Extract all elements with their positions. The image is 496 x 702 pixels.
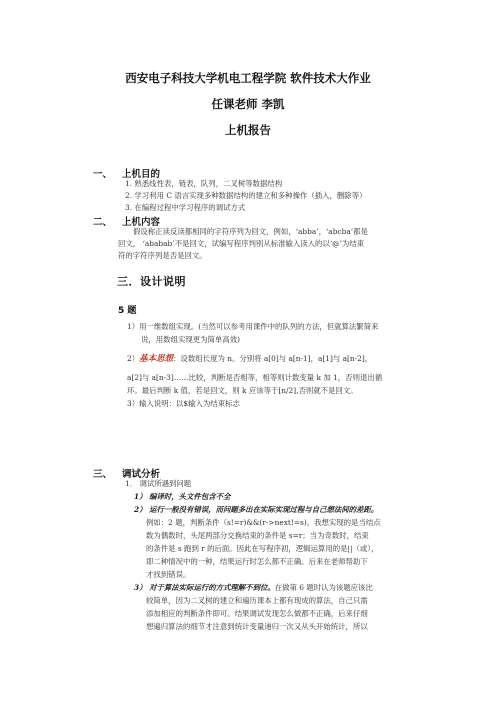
debug-item-3b: 添加相应的判断条件即可。结果调试发现怎么做都不正确，后来仔细 (146, 609, 368, 618)
design-line-1b: 说，用数组实现更为简单高效) (141, 335, 240, 344)
basic-idea-label: 基本思想 (139, 354, 174, 364)
debug-item-3-rest: 在做第 6 题时认为该题应该比 (274, 583, 373, 592)
debug-item-3-bold: 3） 对于算法实际运行的方式理解不到位。 (134, 583, 275, 592)
section-4-title: 调试分析 (122, 469, 161, 480)
debug-item-2c: 的条件是 s 跑到 r 的后面。因此在写程序初，逻辑运算用的是||（或）， (146, 544, 379, 553)
debug-item-2b: 数为偶数时，头尾两部分交换结束的条件是 s=r；当为奇数时，结束 (146, 531, 369, 540)
teacher-line: 任课老师 李凯 (211, 97, 285, 111)
section-1-item-1: 1. 熟悉线性表，链表，队列，二叉树等数据结构 (125, 179, 283, 188)
design-line-1a: 1）用一维数组实现。(当然可以参考用课件中的队列的方法，但就算法繁简来 (127, 322, 379, 331)
report-title: 上机报告 (225, 123, 271, 137)
debug-item-2d: 即二种情况中的一种，结果运行时怎么都不正确。后来在老师帮助下 (146, 557, 368, 566)
debug-item-2: 2） 运行一般没有错误，而问题多出在实际实现过程与自己想法间的差距。 (134, 505, 379, 514)
design-line-3: 3）输入说明：以$输入为结束标志 (127, 399, 240, 408)
section-4-number: 三、 (93, 469, 113, 480)
design-line-2 (127, 354, 372, 365)
section-2-line-2: 回文， ‘ababab’不是回文，试编写程序判别从标准输入读入的以‘@’为结束 (118, 239, 365, 248)
debug-item-2e: 才找到错误。 (146, 570, 191, 579)
debug-item-1: 1） 编译时，头文件包含不全 (134, 492, 231, 501)
design-line-2b: a[2]与 a[n-3]……比较，判断是否相等，相等则计数变量 k 加 1，否则退出循 (127, 373, 383, 382)
debug-subsection-title: 1． 调试所遇到问题 (125, 479, 192, 488)
document-title: 西安电子科技大学机电工程学院 软件技术大作业 (125, 71, 371, 85)
section-2-line-1: 假设称正读反读都相同的字符序列为回文，例如，‘abba’，‘abcba’都是 (133, 227, 368, 236)
debug-item-3a: 较简单，因为二叉树的建立和遍历课本上都有现成的算法，自己只需 (146, 596, 368, 605)
section-1-title: 上机目的 (122, 169, 161, 180)
section-2-title: 上机内容 (122, 217, 161, 228)
design-section-title: 三．设计说明 (117, 275, 186, 288)
debug-item-2a: 例如：2 题，判断条件（s!=r)&&(r->next!=s)。我想实现的是当结点 (146, 518, 381, 527)
debug-item-3 (134, 583, 373, 594)
section-1-item-2: 2. 学习利用 C 语言实现多种数据结构的建立和多种操作（插入，删除等） (125, 191, 367, 200)
design-line-2-prefix: 2） (127, 354, 140, 363)
section-1-number: 一、 (93, 169, 113, 180)
design-line-2c: 环。最后判断 k 值，若是回文，则 k 应该等于[n/2],否则就不是回文。 (127, 386, 358, 395)
debug-item-3c: 想遍归算法的细节才注意到统计变量递归一次又从头开始统计，所以 (146, 622, 368, 631)
section-2-line-3: 符的字符序列是否是回文。 (118, 251, 207, 260)
design-line-2-rest: ：设数组长度为 n。分别将 a[0]与 a[n-1]，a[1]与 a[n-2]， (173, 354, 373, 363)
problem-label: 5 题 (118, 306, 137, 316)
section-2-number: 二、 (93, 217, 113, 228)
section-1-item-3: 3. 在编程过程中学习程序的调试方式 (125, 203, 246, 212)
